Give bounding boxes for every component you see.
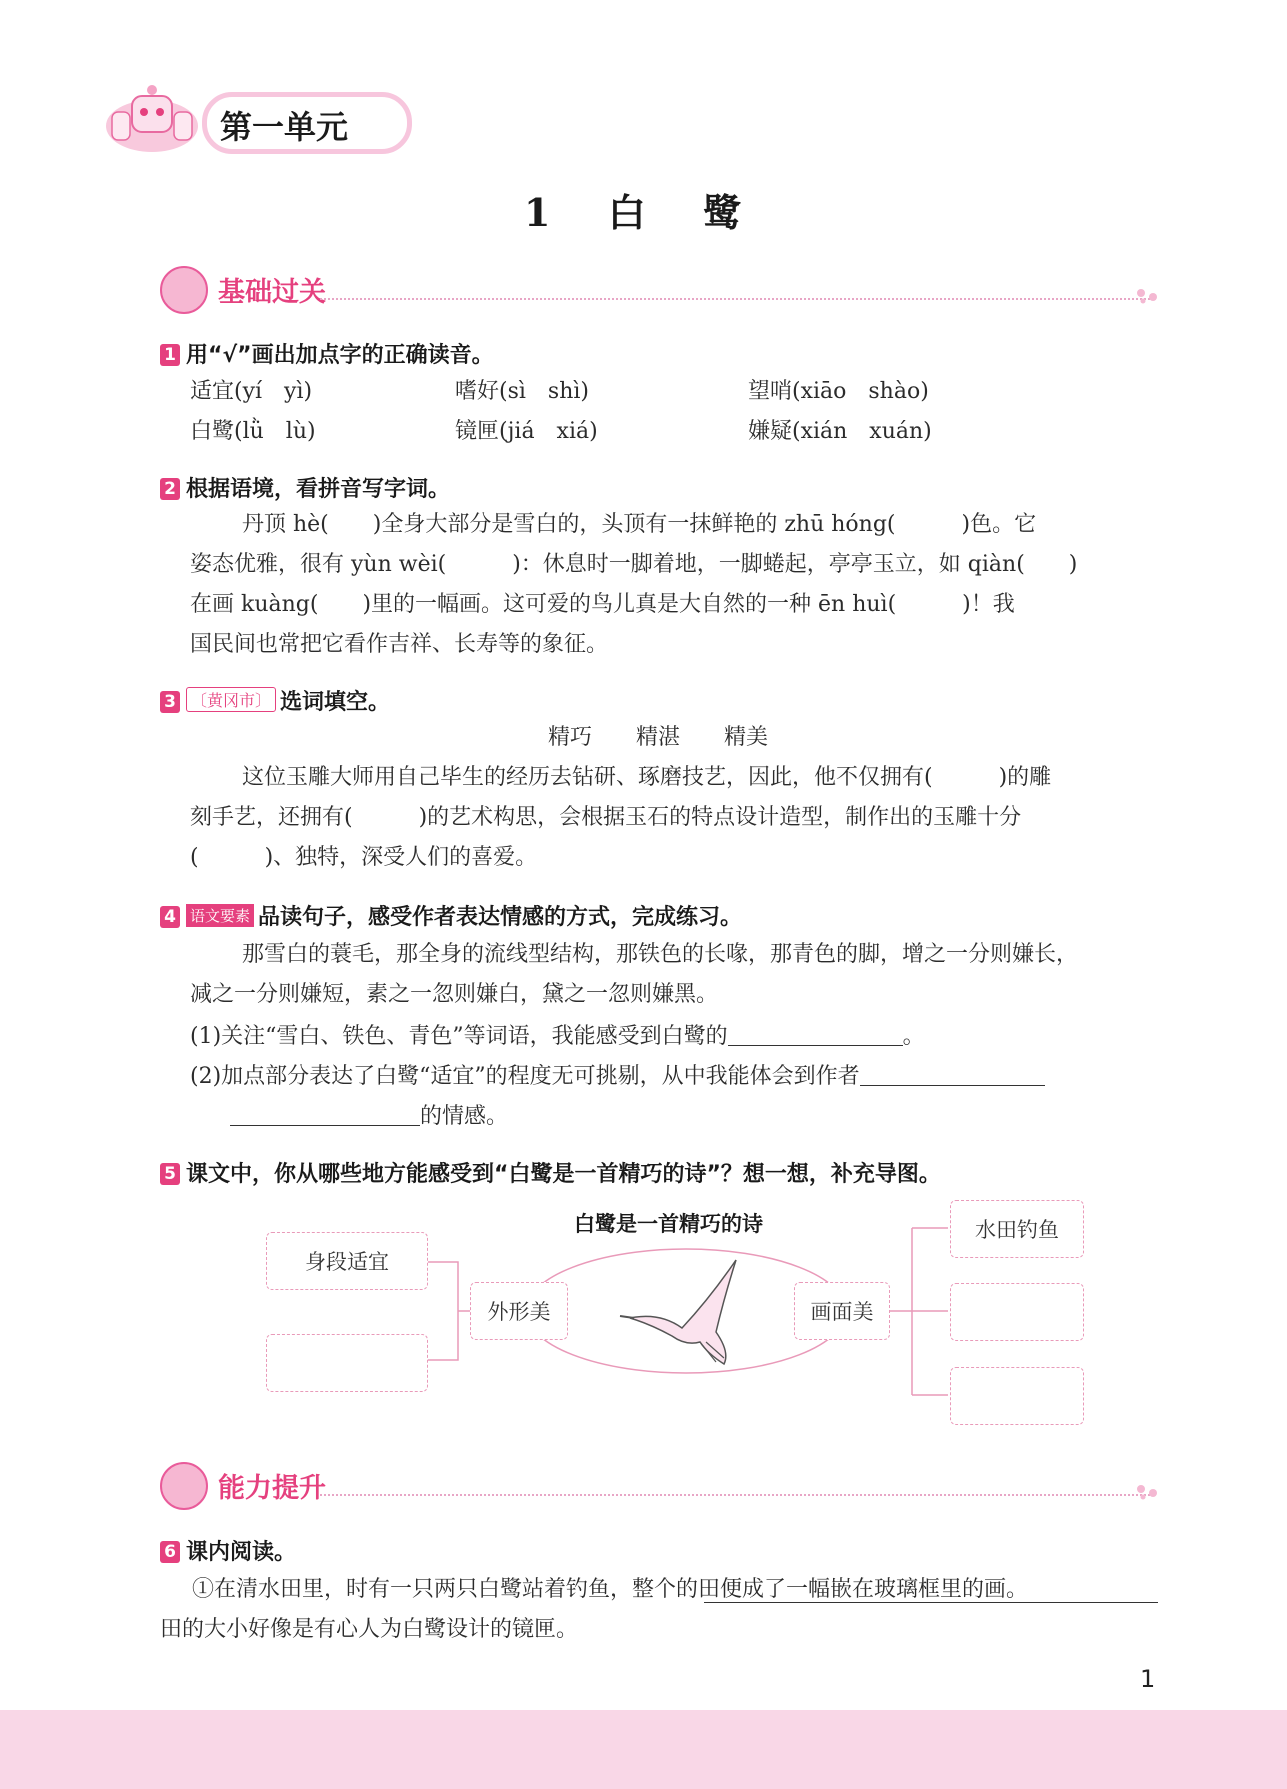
q1-item: 望哨(xiāo shào) (748, 379, 929, 404)
answer-blank[interactable] (728, 1021, 903, 1046)
question-number: 5 (160, 1163, 180, 1185)
region-tag: 〔黄冈市〕 (186, 687, 276, 712)
footer-band (0, 1710, 1287, 1789)
q2-line: 国民间也常把它看作吉祥、长寿等的象征。 (190, 632, 609, 657)
question-text: 选词填空。 (280, 690, 391, 715)
q1-item: 适宜(yí yì) (190, 379, 313, 404)
q1-item: 嗜好(sì shì) (455, 379, 589, 404)
question-number: 2 (160, 478, 180, 500)
monkey-avatar-icon (160, 1462, 208, 1510)
character-avatar-icon (160, 266, 208, 314)
map-leaf-right: 水田钓鱼 (950, 1200, 1084, 1258)
question-text: 用“√”画出加点字的正确读音。 (186, 343, 494, 368)
page-number: 1 (1140, 1665, 1156, 1693)
q2-line: 丹顶 hè( )全身大部分是雪白的，头顶有一抹鲜艳的 zhū hóng( )色。它 (242, 512, 1037, 537)
q1-item: 嫌疑(xián xuán) (748, 419, 932, 444)
lesson-title: 1 白 鹭 (524, 190, 763, 235)
map-leaf-left-blank[interactable] (266, 1334, 428, 1392)
section-divider (320, 298, 1150, 300)
question-number: 3 (160, 691, 180, 713)
q2-line: 姿态优雅，很有 yùn wèi( )：休息时一脚着地，一脚蜷起，亭亭玉立，如 qiàn( ) (190, 552, 1078, 577)
sub-question-text: (1)关注“雪白、铁色、青色”等词语，我能感受到白鹭的 (190, 1024, 728, 1049)
question-number: 1 (160, 344, 180, 366)
map-leaf-right-blank[interactable] (950, 1367, 1084, 1425)
robot-mascot-icon (92, 82, 212, 154)
q4-quote-line: 那雪白的蓑毛，那全身的流线型结构，那铁色的长喙，那青色的脚，增之一分则嫌长， (242, 942, 1079, 967)
q3-line: ( )、独特，深受人们的喜爱。 (190, 845, 538, 870)
question-6-prompt (160, 1535, 296, 1566)
map-leaf-left: 身段适宜 (266, 1232, 428, 1290)
section-label: 基础过关 (218, 277, 326, 308)
decorative-dots-icon (1136, 288, 1160, 304)
answer-blank[interactable] (230, 1101, 420, 1126)
q4-sub2-cont (230, 1097, 508, 1137)
section-header-ability (160, 1458, 1160, 1512)
question-2-prompt (160, 472, 450, 503)
reading-line: 田的大小好像是有心人为白鹭设计的镜匣。 (160, 1617, 579, 1642)
question-text: 课文中，你从哪些地方能感受到“白鹭是一首精巧的诗”？想一想，补充导图。 (186, 1162, 941, 1187)
q3-line: 刻手艺，还拥有( )的艺术构思，会根据玉石的特点设计造型，制作出的玉雕十分 (190, 805, 1022, 830)
sub-question-text: (2)加点部分表达了白鹭“适宜”的程度无可挑剔，从中我能体会到作者 (190, 1064, 860, 1089)
mind-map-title: 白鹭是一首精巧的诗 (574, 1212, 763, 1236)
answer-blank[interactable] (860, 1061, 1045, 1086)
q4-sub2 (190, 1057, 1045, 1097)
sub-question-end: 。 (902, 1024, 925, 1049)
unit-title: 第一单元 (220, 108, 349, 146)
question-text: 品读句子，感受作者表达情感的方式，完成练习。 (258, 905, 743, 930)
map-node-appearance: 外形美 (470, 1282, 568, 1340)
q2-line: 在画 kuàng( )里的一幅画。这可爱的鸟儿真是大自然的一种 ēn huì( )！我 (190, 592, 1015, 617)
section-divider (320, 1494, 1150, 1496)
sub-question-end: 的情感。 (420, 1104, 509, 1129)
q4-sub1 (190, 1017, 925, 1057)
section-header-basic (160, 262, 1160, 316)
section-label: 能力提升 (218, 1473, 326, 1504)
map-leaf-right-blank[interactable] (950, 1283, 1084, 1341)
q4-quote-line: 减之一分则嫌短，素之一忽则嫌白，黛之一忽则嫌黑。 (190, 982, 719, 1007)
question-number: 6 (160, 1541, 180, 1563)
question-number: 4 (160, 906, 180, 928)
question-4-prompt (160, 900, 742, 931)
decorative-dots-icon (1136, 1484, 1160, 1500)
question-1-prompt (160, 338, 494, 369)
map-node-scene: 画面美 (794, 1282, 890, 1340)
underline-mark (704, 1602, 1158, 1603)
question-text: 课内阅读。 (186, 1540, 297, 1565)
q1-item: 镜匣(jiá xiá) (455, 419, 598, 444)
word-bank: 精巧 精湛 精美 (548, 725, 769, 750)
element-tag: 语文要素 (186, 904, 254, 927)
q3-line: 这位玉雕大师用自己毕生的经历去钻研、琢磨技艺，因此，他不仅拥有( )的雕 (242, 765, 1052, 790)
question-3-prompt (160, 685, 390, 716)
reading-line: ①在清水田里，时有一只两只白鹭站着钓鱼，整个的田便成了一幅嵌在玻璃框里的画。 (192, 1577, 1029, 1602)
question-5-prompt (160, 1157, 941, 1188)
question-text: 根据语境，看拼音写字词。 (186, 477, 451, 502)
unit-banner (92, 82, 407, 154)
q1-item: 白鹭(lǜ lù) (190, 419, 316, 444)
egret-illustration-icon (620, 1260, 736, 1364)
